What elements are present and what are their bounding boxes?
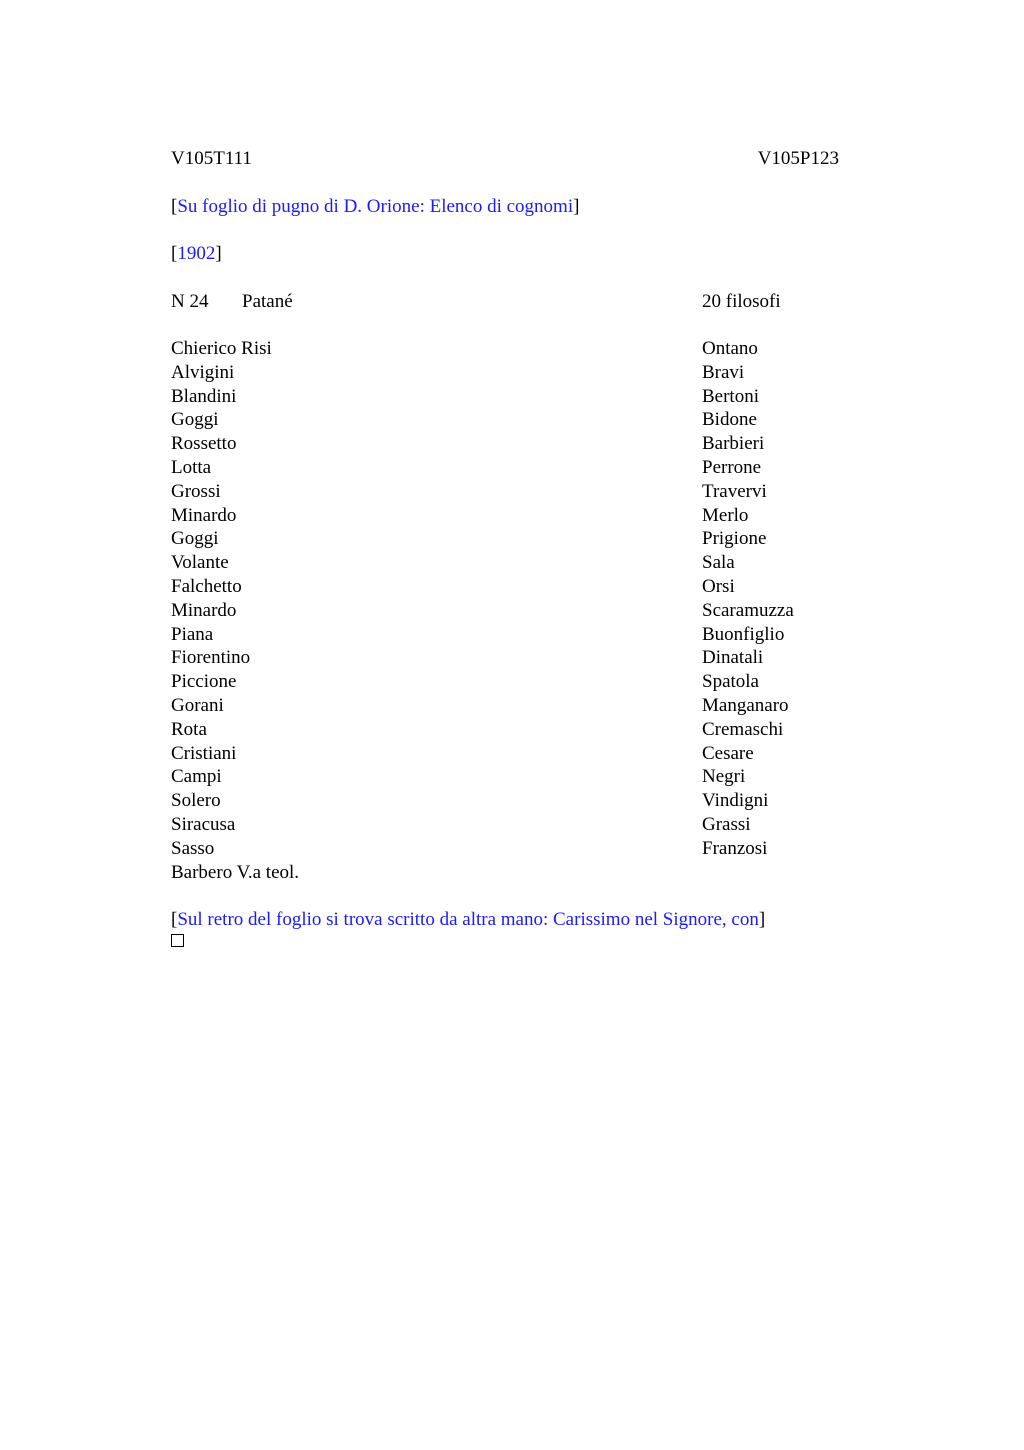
name-right: Barbieri bbox=[702, 433, 765, 455]
name-left: Blandini bbox=[171, 385, 237, 407]
name-left: Fiorentino bbox=[171, 647, 251, 669]
list-item bbox=[171, 456, 839, 480]
bracket-close: ] bbox=[758, 908, 766, 930]
list-item bbox=[171, 742, 839, 766]
square-box-icon bbox=[171, 934, 184, 947]
name-left: Goggi bbox=[171, 409, 219, 431]
name-left: Grossi bbox=[171, 480, 221, 502]
bracket-open: [ bbox=[171, 243, 178, 264]
list-item bbox=[171, 789, 839, 813]
list-item bbox=[171, 623, 839, 647]
name-left: Barbero V.a teol. bbox=[171, 861, 300, 883]
bracket-close: ] bbox=[215, 243, 222, 264]
name-right: Grassi bbox=[702, 813, 751, 835]
name-right: Orsi bbox=[702, 575, 735, 597]
name-right: Perrone bbox=[702, 456, 762, 478]
list-header-name: Patané bbox=[242, 290, 293, 312]
top-note-text: Su foglio di pugno di D. Orione: Elenco di cognomi bbox=[177, 195, 574, 217]
name-right: Travervi bbox=[702, 480, 767, 502]
date-text: 1902 bbox=[177, 243, 216, 264]
name-left: Alvigini bbox=[171, 361, 235, 383]
list-item bbox=[171, 337, 839, 361]
name-left: Rota bbox=[171, 718, 207, 740]
bracket-open: [ bbox=[171, 908, 178, 930]
document-header bbox=[171, 147, 839, 171]
list-item bbox=[171, 432, 839, 456]
list-item bbox=[171, 408, 839, 432]
name-left: Campi bbox=[171, 766, 222, 788]
list-item bbox=[171, 551, 839, 575]
list-header-right: 20 filosofi bbox=[702, 290, 781, 312]
list-header bbox=[171, 290, 839, 314]
name-right: Bravi bbox=[702, 361, 745, 383]
list-item bbox=[171, 527, 839, 551]
name-right: Negri bbox=[702, 766, 746, 788]
name-right: Merlo bbox=[702, 504, 749, 526]
name-right: Sala bbox=[702, 552, 735, 574]
name-left: Chierico Risi bbox=[171, 338, 272, 359]
left-code: V105T111 bbox=[171, 148, 252, 169]
name-right: Cremaschi bbox=[702, 718, 784, 740]
list-number: N 24 bbox=[171, 290, 209, 312]
bottom-editorial-note bbox=[171, 908, 839, 932]
name-right: Prigione bbox=[702, 528, 767, 550]
list-item bbox=[171, 813, 839, 837]
end-marker-row bbox=[171, 932, 839, 952]
name-left: Falchetto bbox=[171, 575, 242, 597]
list-item bbox=[171, 861, 839, 885]
name-right: Scaramuzza bbox=[702, 599, 794, 621]
name-left: Lotta bbox=[171, 456, 212, 478]
name-left: Sasso bbox=[171, 837, 215, 859]
name-right: Buonfiglio bbox=[702, 623, 785, 645]
list-item bbox=[171, 837, 839, 861]
bracket-close: ] bbox=[573, 195, 580, 217]
list-item bbox=[171, 670, 839, 694]
list-item bbox=[171, 575, 839, 599]
bottom-note-text: Sul retro del foglio si trova scritto da altra mano: Carissimo nel Signore, con bbox=[177, 908, 759, 930]
name-right: Bidone bbox=[702, 409, 757, 431]
name-left: Cristiani bbox=[171, 742, 237, 764]
name-right: Vindigni bbox=[702, 790, 769, 812]
name-right: Cesare bbox=[702, 742, 754, 764]
list-item bbox=[171, 361, 839, 385]
name-left: Solero bbox=[171, 790, 221, 812]
document-page bbox=[171, 147, 839, 952]
list-item bbox=[171, 718, 839, 742]
list-item bbox=[171, 646, 839, 670]
name-left: Volante bbox=[171, 552, 229, 574]
name-left: Minardo bbox=[171, 504, 237, 526]
name-left: Piana bbox=[171, 623, 214, 645]
list-item bbox=[171, 599, 839, 623]
name-left: Rossetto bbox=[171, 433, 237, 455]
name-right: Spatola bbox=[702, 671, 759, 693]
bracket-open: [ bbox=[171, 195, 178, 217]
date-line bbox=[171, 242, 839, 266]
list-item bbox=[171, 385, 839, 409]
names-list bbox=[171, 337, 839, 884]
name-right: Ontano bbox=[702, 338, 758, 359]
name-left: Gorani bbox=[171, 694, 224, 716]
name-left: Minardo bbox=[171, 599, 237, 621]
name-right: Bertoni bbox=[702, 385, 759, 407]
list-item bbox=[171, 765, 839, 789]
name-left: Siracusa bbox=[171, 813, 236, 835]
name-left: Goggi bbox=[171, 528, 219, 550]
list-item bbox=[171, 504, 839, 528]
name-right: Franzosi bbox=[702, 837, 768, 859]
list-item bbox=[171, 694, 839, 718]
name-right: Dinatali bbox=[702, 647, 764, 669]
right-code: V105P123 bbox=[757, 148, 839, 169]
top-editorial-note bbox=[171, 195, 839, 219]
name-right: Manganaro bbox=[702, 694, 789, 716]
name-left: Piccione bbox=[171, 671, 237, 693]
list-item bbox=[171, 480, 839, 504]
